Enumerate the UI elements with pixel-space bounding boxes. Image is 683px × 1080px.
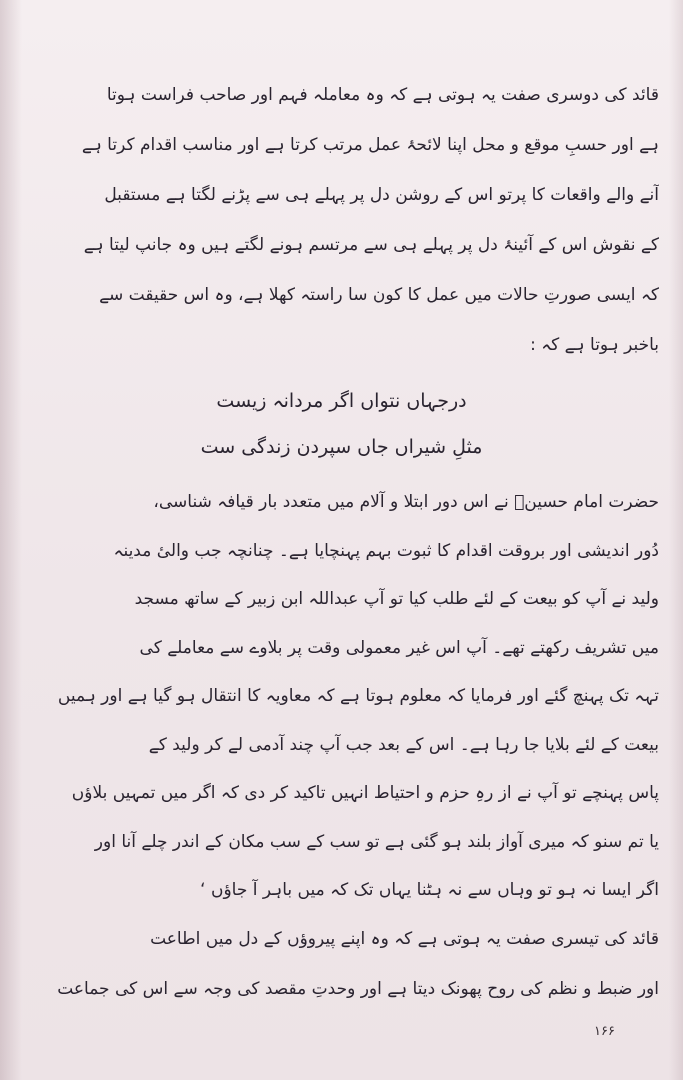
text-line: اگر ایسا نہ ہو تو وہاں سے نہ ہٹنا یہاں تک کہ میں باہر آ جاؤں ‘ (200, 880, 659, 900)
text-line: کہ ایسی صورتِ حالات میں عمل کا کون سا راستہ کھلا ہے، وہ اس حقیقت سے (99, 285, 659, 305)
verse-line-1: درجہاں نتواں اگر مردانہ زیست (216, 390, 467, 412)
text-line: ہے اور حسبِ موقع و محل اپنا لائحۂ عمل مرتب کرتا ہے اور مناسب اقدام کرتا ہے (81, 135, 659, 155)
text-line: دُور اندیشی اور بروقت اقدام کا ثبوت بہم پہنچایا ہے۔ چنانچہ جب والیٔ مدینہ (113, 540, 659, 561)
text-line: میں تشریف رکھتے تھے۔ آپ اس غیر معمولی وقت پر بلاوے سے معاملے کی (139, 637, 659, 658)
paragraph-imam-hussain (40, 478, 659, 915)
text-line: پاس پہنچے تو آپ نے از رہِ حزم و احتیاط انہیں تاکید کر دی کہ اگر میں تمہیں بلاؤں (71, 783, 659, 803)
text-line: بیعت کے لئے بلایا جا رہا ہے۔ اس کے بعد جب آپ چند آدمی لے کر ولید کے (148, 734, 659, 755)
text-line: حضرت امام حسینؓ نے اس دور ابتلا و آلام میں متعدد بار قیافہ شناسی، (153, 492, 659, 512)
paragraph-leader-third-quality (40, 914, 659, 1014)
text-line: اور ضبط و نظم کی روح پھونک دیتا ہے اور وحدتِ مقصد کی وجہ سے اس کی جماعت (57, 979, 659, 999)
paragraph-leader-second-quality (40, 70, 659, 370)
page-number: ۱۶۶ (594, 1024, 615, 1039)
text-line: قائد کی دوسری صفت یہ ہوتی ہے کہ وہ معاملہ فہم اور صاحب فراست ہوتا (106, 85, 659, 105)
text-line: قائد کی تیسری صفت یہ ہوتی ہے کہ وہ اپنے پیروؤں کے دل میں اطاعت (150, 929, 659, 949)
text-line: ولید نے آپ کو بیعت کے لئے طلب کیا تو آپ عبداللہ ابن زبیر کے ساتھ مسجد (134, 589, 659, 609)
verse-line-2: مثلِ شیراں جاں سپردن زندگی ست (200, 436, 483, 458)
text-line: باخبر ہوتا ہے کہ : (530, 335, 659, 355)
text-line: کے نقوش اس کے آئینۂ دل پر پہلے ہی سے مرتسم ہونے لگتے ہیں وہ جانپ لیتا ہے (83, 235, 659, 255)
text-line: آنے والے واقعات کا پرتو اس کے روشن دل پر پہلے ہی سے پڑنے لگتا ہے مستقبل (104, 185, 659, 205)
text-line: تہہ تک پہنچ گئے اور فرمایا کہ معلوم ہوتا ہے کہ معاویہ کا انتقال ہو گیا ہے اور ہمیں (57, 686, 659, 706)
text-line: یا تم سنو کہ میری آواز بلند ہو گئی ہے تو سب کے سب مکان کے اندر چلے آنا اور (94, 831, 659, 852)
